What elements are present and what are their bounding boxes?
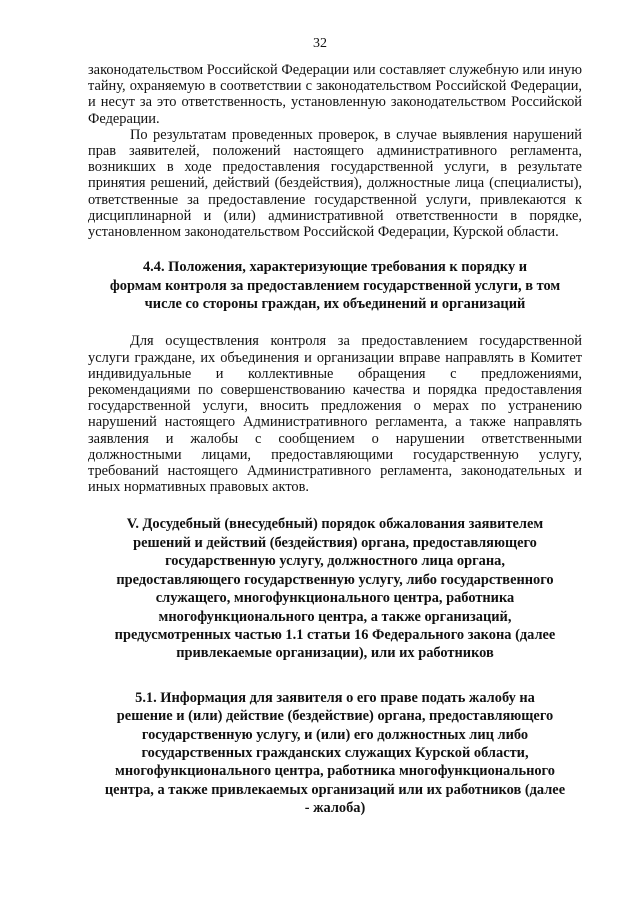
heading-line: государственную услугу, должностного лица органа, [165, 553, 505, 570]
heading-section-5-1 [88, 689, 582, 818]
page-content [88, 62, 582, 818]
heading-line: государственных гражданских служащих Курской области, [141, 744, 529, 761]
heading-line: предоставляющего государственную услугу, либо государственного [116, 571, 554, 588]
paragraph-inspection-results: По результатам проведенных проверок, в случае выявления нарушений прав заявителей, положений настоящего административного регламента, возникших в ходе предоставления государственной услуги, в результате принятия решений, действий (бездействия), должностные лица (специалисты), ответственные за предоставление государственной услуги, привлекаются к дисциплинарной и (или) административной ответственности в порядке, установленном законодательством Российской Федерации, Курской области. [88, 126, 582, 241]
heading-line: формам контроля за предоставлением государственной услуги, в том [109, 277, 561, 294]
paragraph-responsibility: законодательством Российской Федерации или составляет служебную или иную тайну, охраняемую в соответствии с законодательством Российской Федерации, и несут за это ответственность, установленную законодательством Российской Федерации. [88, 62, 582, 127]
page-number: 32 [313, 36, 327, 51]
heading-line: V. Досудебный (внесудебный) порядок обжалования заявителем [126, 516, 544, 533]
heading-line: многофункционального центра, работника многофункционального [115, 763, 555, 780]
heading-line: решений и действий (бездействия) органа, предоставляющего [133, 534, 537, 551]
heading-line: 5.1. Информация для заявителя о его праве подать жалобу на [135, 689, 535, 706]
heading-line: предусмотренных частью 1.1 статьи 16 Федерального закона (далее [114, 626, 556, 643]
heading-line: привлекаемые организации), или их работников [176, 645, 494, 662]
heading-section-5 [88, 515, 582, 662]
paragraph-citizen-control: Для осуществления контроля за предоставлением государственной услуги граждане, их объединения и организации вправе направлять в Комитет индивидуальные и коллективные обращения с предложениями, рекомендациями по совершенствованию качества и порядка предоставления государственной услуги, вносить предложения о мерах по устранению нарушений настоящего Административного регламента, а также направлять заявления и жалобы с сообщением о нарушении ответственными должностными лицами, предоставляющими государственную услугу, требований настоящего Административного регламента, законодательных и иных нормативных правовых актов. [88, 333, 582, 496]
heading-line: решение и (или) действие (бездействие) органа, предоставляющего [116, 708, 554, 725]
heading-line: многофункционального центра, а также организаций, [158, 608, 512, 625]
heading-section-4-4 [88, 258, 582, 313]
heading-line: числе со стороны граждан, их объединений и организаций [144, 296, 526, 313]
heading-line: центра, а также привлекаемых организаций или их работников (далее [104, 781, 566, 798]
heading-line: - жалоба) [304, 800, 366, 817]
heading-line: 4.4. Положения, характеризующие требования к порядку и [142, 259, 528, 276]
heading-line: служащего, многофункционального центра, работника [155, 590, 515, 607]
heading-line: государственную услугу, и (или) его должностных лиц либо [141, 726, 529, 743]
